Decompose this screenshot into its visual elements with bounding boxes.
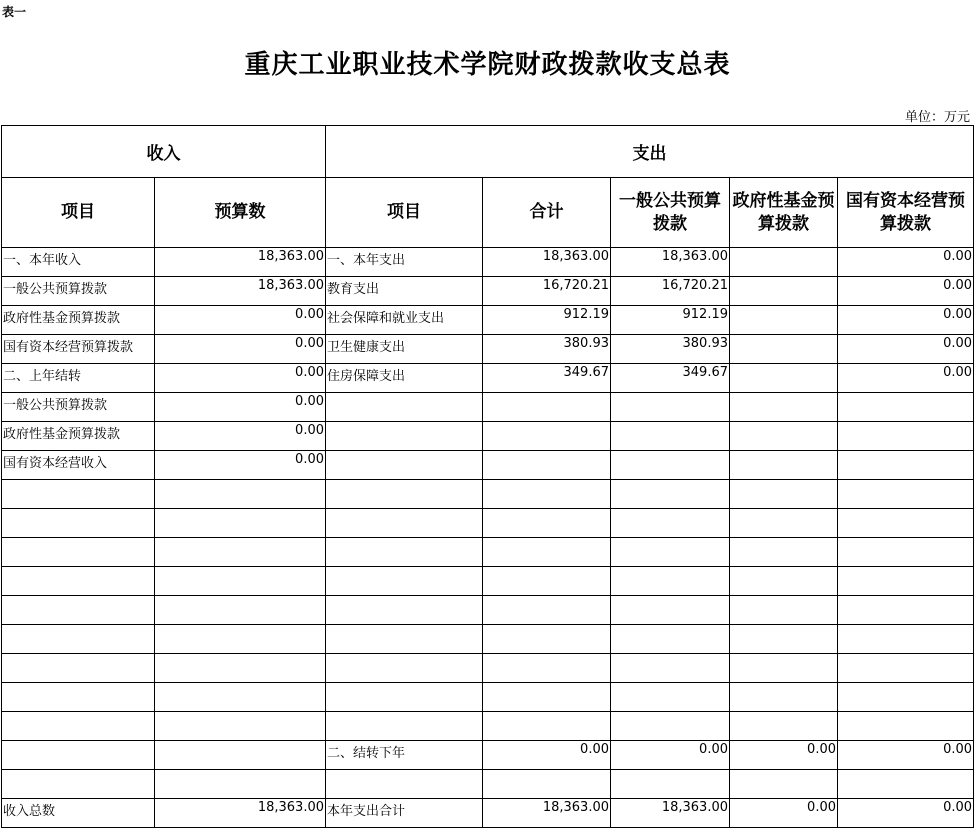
table-row (2, 712, 974, 741)
general-budget-cell (611, 712, 730, 741)
table-row (2, 451, 974, 480)
table-body (2, 248, 974, 828)
table-row (2, 654, 974, 683)
general-budget-cell (611, 596, 730, 625)
income-budget-cell: 18,363.00 (155, 248, 326, 277)
budget-table (1, 125, 974, 828)
total-cell (483, 712, 611, 741)
total-cell (483, 538, 611, 567)
income-budget-cell (155, 567, 326, 596)
total-cell: 349.67 (483, 364, 611, 393)
table-row (2, 335, 974, 364)
table-row (2, 799, 974, 828)
fund-budget-cell (730, 625, 838, 654)
state-capital-cell (838, 567, 974, 596)
table-row (2, 277, 974, 306)
state-capital-cell: 0.00 (838, 364, 974, 393)
table-row (2, 509, 974, 538)
state-capital-cell (838, 480, 974, 509)
table-row (2, 480, 974, 509)
expense-item-cell: 社会保障和就业支出 (326, 306, 483, 335)
income-item-cell: 一般公共预算拨款 (2, 393, 155, 422)
total-cell (483, 393, 611, 422)
income-budget-cell: 0.00 (155, 422, 326, 451)
total-cell: 18,363.00 (483, 799, 611, 828)
income-item-cell: 一般公共预算拨款 (2, 277, 155, 306)
state-capital-cell: 0.00 (838, 306, 974, 335)
state-capital-cell: 0.00 (838, 248, 974, 277)
total-cell (483, 567, 611, 596)
state-capital-cell (838, 451, 974, 480)
state-capital-cell: 0.00 (838, 799, 974, 828)
state-capital-header: 国有资本经营预算拨款 (838, 178, 974, 248)
total-cell (483, 509, 611, 538)
expense-item-cell: 一、本年支出 (326, 248, 483, 277)
income-item-cell (2, 596, 155, 625)
general-budget-cell (611, 683, 730, 712)
fund-budget-cell (730, 277, 838, 306)
fund-budget-cell (730, 712, 838, 741)
table-row (2, 538, 974, 567)
fund-budget-header: 政府性基金预算拨款 (730, 178, 838, 248)
table-row (2, 248, 974, 277)
state-capital-cell (838, 683, 974, 712)
income-item-cell (2, 770, 155, 799)
total-cell: 912.19 (483, 306, 611, 335)
income-item-header: 项目 (2, 178, 155, 248)
income-budget-cell: 0.00 (155, 364, 326, 393)
income-budget-cell (155, 509, 326, 538)
expense-item-cell (326, 683, 483, 712)
income-item-cell (2, 683, 155, 712)
income-budget-cell: 0.00 (155, 306, 326, 335)
general-budget-cell (611, 509, 730, 538)
table-row (2, 567, 974, 596)
expense-item-cell (326, 451, 483, 480)
fund-budget-cell (730, 770, 838, 799)
fund-budget-cell (730, 393, 838, 422)
expense-item-cell: 住房保障支出 (326, 364, 483, 393)
state-capital-cell (838, 625, 974, 654)
state-capital-cell (838, 712, 974, 741)
income-budget-cell (155, 683, 326, 712)
general-budget-cell (611, 451, 730, 480)
fund-budget-cell (730, 654, 838, 683)
total-cell (483, 596, 611, 625)
state-capital-cell (838, 596, 974, 625)
expense-item-cell: 二、结转下年 (326, 741, 483, 770)
income-budget-cell (155, 712, 326, 741)
table-row (2, 596, 974, 625)
expense-item-cell (326, 393, 483, 422)
general-budget-cell: 349.67 (611, 364, 730, 393)
general-budget-cell (611, 567, 730, 596)
income-budget-cell: 18,363.00 (155, 799, 326, 828)
state-capital-cell (838, 654, 974, 683)
income-budget-cell: 0.00 (155, 451, 326, 480)
general-budget-cell: 912.19 (611, 306, 730, 335)
income-item-cell (2, 654, 155, 683)
state-capital-cell (838, 538, 974, 567)
state-capital-cell (838, 393, 974, 422)
general-budget-cell: 380.93 (611, 335, 730, 364)
fund-budget-cell (730, 248, 838, 277)
income-budget-cell (155, 741, 326, 770)
expense-item-cell (326, 567, 483, 596)
table-row (2, 306, 974, 335)
expense-item-cell (326, 538, 483, 567)
income-budget-cell (155, 654, 326, 683)
income-budget-header: 预算数 (155, 178, 326, 248)
expense-item-cell (326, 654, 483, 683)
expense-item-cell (326, 509, 483, 538)
fund-budget-cell: 0.00 (730, 741, 838, 770)
income-item-cell (2, 567, 155, 596)
table-row (2, 741, 974, 770)
state-capital-cell: 0.00 (838, 741, 974, 770)
page-title: 重庆工业职业技术学院财政拨款收支总表 (244, 50, 731, 80)
state-capital-cell (838, 509, 974, 538)
table-row (2, 364, 974, 393)
income-header: 收入 (2, 126, 326, 178)
fund-budget-cell (730, 683, 838, 712)
income-item-cell (2, 712, 155, 741)
total-cell: 18,363.00 (483, 248, 611, 277)
income-item-cell (2, 741, 155, 770)
income-budget-cell (155, 770, 326, 799)
expense-item-cell: 教育支出 (326, 277, 483, 306)
total-cell (483, 770, 611, 799)
general-budget-cell: 18,363.00 (611, 248, 730, 277)
state-capital-cell: 0.00 (838, 335, 974, 364)
general-budget-cell (611, 538, 730, 567)
expense-item-cell (326, 596, 483, 625)
fund-budget-cell (730, 364, 838, 393)
general-budget-cell (611, 393, 730, 422)
total-cell: 16,720.21 (483, 277, 611, 306)
income-item-cell: 政府性基金预算拨款 (2, 306, 155, 335)
general-budget-cell: 18,363.00 (611, 799, 730, 828)
total-cell (483, 625, 611, 654)
general-budget-cell: 0.00 (611, 741, 730, 770)
total-cell: 380.93 (483, 335, 611, 364)
total-header: 合计 (483, 178, 611, 248)
income-item-cell: 国有资本经营收入 (2, 451, 155, 480)
total-cell (483, 451, 611, 480)
income-item-cell (2, 509, 155, 538)
expense-item-cell (326, 712, 483, 741)
fund-budget-cell: 0.00 (730, 799, 838, 828)
fund-budget-cell (730, 335, 838, 364)
expense-item-header: 项目 (326, 178, 483, 248)
table-row (2, 393, 974, 422)
fund-budget-cell (730, 538, 838, 567)
expense-header: 支出 (326, 126, 974, 178)
table-row (2, 683, 974, 712)
income-budget-cell (155, 480, 326, 509)
general-budget-cell (611, 654, 730, 683)
fund-budget-cell (730, 480, 838, 509)
general-budget-header: 一般公共预算拨款 (611, 178, 730, 248)
expense-item-cell: 卫生健康支出 (326, 335, 483, 364)
expense-item-cell (326, 625, 483, 654)
expense-item-cell (326, 480, 483, 509)
state-capital-cell (838, 770, 974, 799)
table-row (2, 422, 974, 451)
unit-label: 单位：万元 (904, 110, 970, 125)
income-item-cell: 收入总数 (2, 799, 155, 828)
total-cell: 0.00 (483, 741, 611, 770)
income-item-cell (2, 480, 155, 509)
general-budget-cell (611, 422, 730, 451)
general-budget-cell: 16,720.21 (611, 277, 730, 306)
income-item-cell (2, 538, 155, 567)
income-item-cell: 一、本年收入 (2, 248, 155, 277)
table-row (2, 770, 974, 799)
fund-budget-cell (730, 567, 838, 596)
table-label: 表一 (2, 5, 27, 19)
total-cell (483, 683, 611, 712)
total-cell (483, 480, 611, 509)
income-budget-cell: 0.00 (155, 393, 326, 422)
income-item-cell: 政府性基金预算拨款 (2, 422, 155, 451)
income-budget-cell (155, 538, 326, 567)
table-row (2, 625, 974, 654)
fund-budget-cell (730, 306, 838, 335)
income-budget-cell (155, 625, 326, 654)
income-item-cell (2, 625, 155, 654)
income-item-cell: 二、上年结转 (2, 364, 155, 393)
state-capital-cell (838, 422, 974, 451)
income-budget-cell: 0.00 (155, 335, 326, 364)
general-budget-cell (611, 625, 730, 654)
income-item-cell: 国有资本经营预算拨款 (2, 335, 155, 364)
expense-item-cell (326, 770, 483, 799)
total-cell (483, 422, 611, 451)
fund-budget-cell (730, 451, 838, 480)
general-budget-cell (611, 480, 730, 509)
income-budget-cell (155, 596, 326, 625)
total-cell (483, 654, 611, 683)
expense-item-cell (326, 422, 483, 451)
fund-budget-cell (730, 422, 838, 451)
general-budget-cell (611, 770, 730, 799)
income-budget-cell: 18,363.00 (155, 277, 326, 306)
fund-budget-cell (730, 509, 838, 538)
expense-item-cell: 本年支出合计 (326, 799, 483, 828)
fund-budget-cell (730, 596, 838, 625)
state-capital-cell: 0.00 (838, 277, 974, 306)
